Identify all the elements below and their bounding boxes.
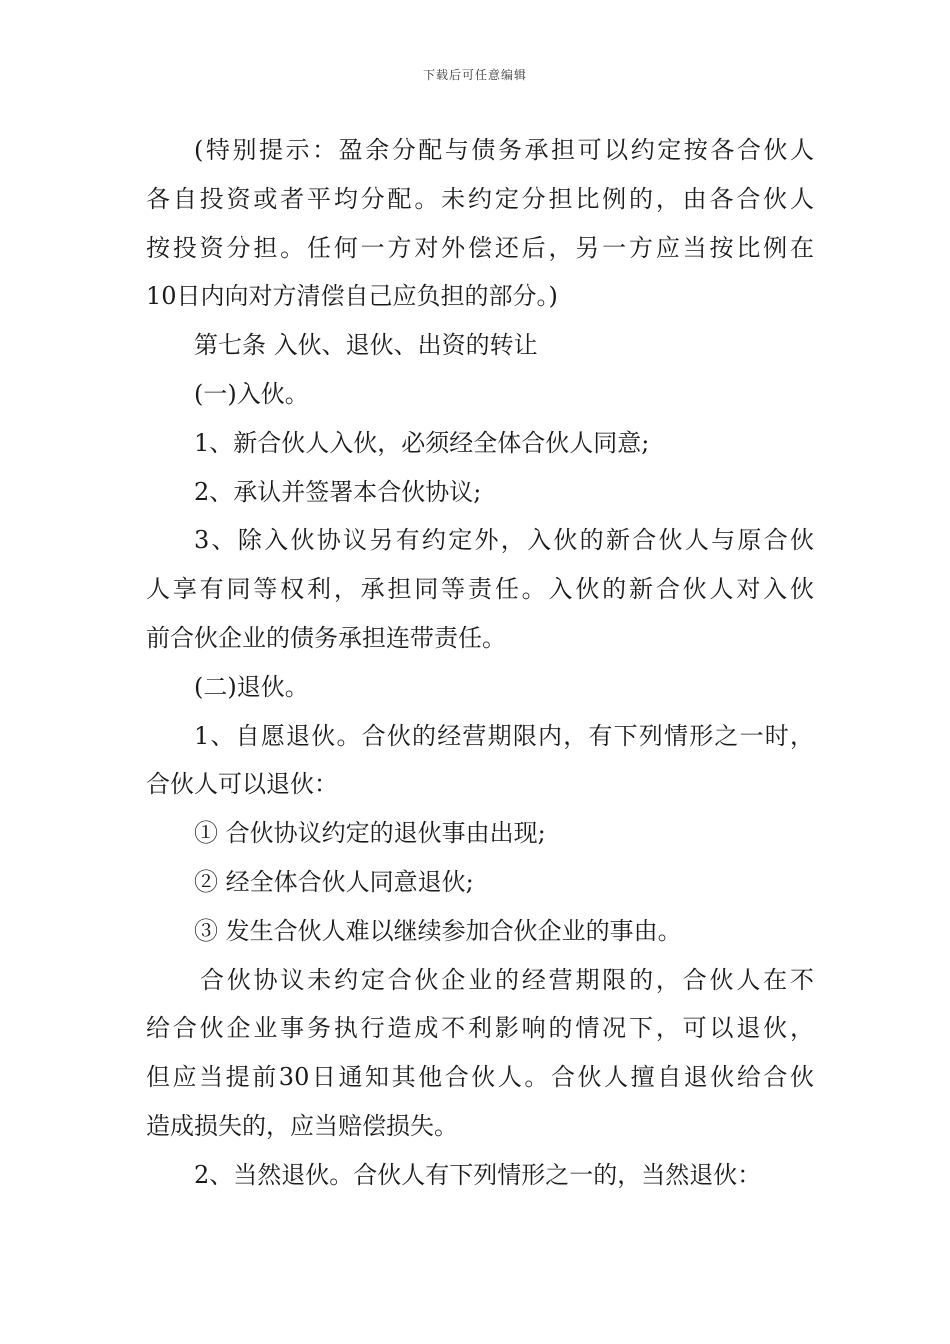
paragraph	[146, 370, 814, 419]
paragraph	[146, 419, 814, 468]
paragraph	[146, 663, 814, 712]
text-line: 给合伙企业事务执行造成不利影响的情况下，可以退伙，	[146, 1014, 814, 1043]
text-line: 人享有同等权利，承担同等责任。入伙的新合伙人对入伙	[146, 575, 814, 604]
text-line: 第七条 入伙、退伙、出资的转让	[194, 331, 538, 360]
text-line: ① 合伙协议约定的退伙事由出现;	[194, 819, 546, 848]
paragraph	[146, 907, 814, 956]
text-line: 前合伙企业的债务承担连带责任。	[146, 623, 506, 652]
text-line: 2、当然退伙。合伙人有下列情形之一的，当然退伙：	[194, 1160, 762, 1189]
text-line: 合伙人可以退伙：	[146, 770, 338, 799]
paragraph	[146, 858, 814, 907]
page-header: 下载后可任意编辑	[422, 68, 527, 82]
text-line: ② 经全体合伙人同意退伙;	[194, 867, 474, 896]
text-line: 按投资分担。任何一方对外偿还后，另一方应当按比例在	[146, 233, 814, 262]
paragraph	[146, 712, 814, 810]
paragraph	[146, 516, 814, 662]
text-line: (二)退伙。	[194, 672, 309, 701]
text-line: 1、新合伙人入伙，必须经全体合伙人同意;	[194, 428, 650, 457]
paragraph	[146, 956, 814, 1151]
paragraph	[146, 321, 814, 370]
paragraph	[146, 1151, 814, 1200]
paragraph	[146, 468, 814, 517]
text-line: ③ 发生合伙人难以继续参加合伙企业的事由。	[194, 916, 682, 945]
text-line: 合伙协议未约定合伙企业的经营期限的，合伙人在不	[200, 965, 814, 994]
paragraph	[146, 126, 814, 321]
text-line: 造成损失的，应当赔偿损失。	[146, 1111, 458, 1140]
text-line: (一)入伙。	[194, 379, 309, 408]
text-line: 10日内向对方清偿自己应负担的部分。)	[146, 282, 558, 311]
document-body	[146, 126, 814, 1200]
text-line: 3、除入伙协议另有约定外，入伙的新合伙人与原合伙	[194, 526, 814, 555]
text-line: 2、承认并签署本合伙协议;	[194, 477, 482, 506]
paragraph	[146, 809, 814, 858]
text-line: (特别提示：盈余分配与债务承担可以约定按各合伙人	[194, 136, 814, 164]
text-line: 但应当提前30日通知其他合伙人。合伙人擅自退伙给合伙	[146, 1063, 814, 1092]
text-line: 各自投资或者平均分配。未约定分担比例的，由各合伙人	[146, 184, 814, 213]
text-line: 1、自愿退伙。合伙的经营期限内，有下列情形之一时，	[194, 721, 814, 750]
